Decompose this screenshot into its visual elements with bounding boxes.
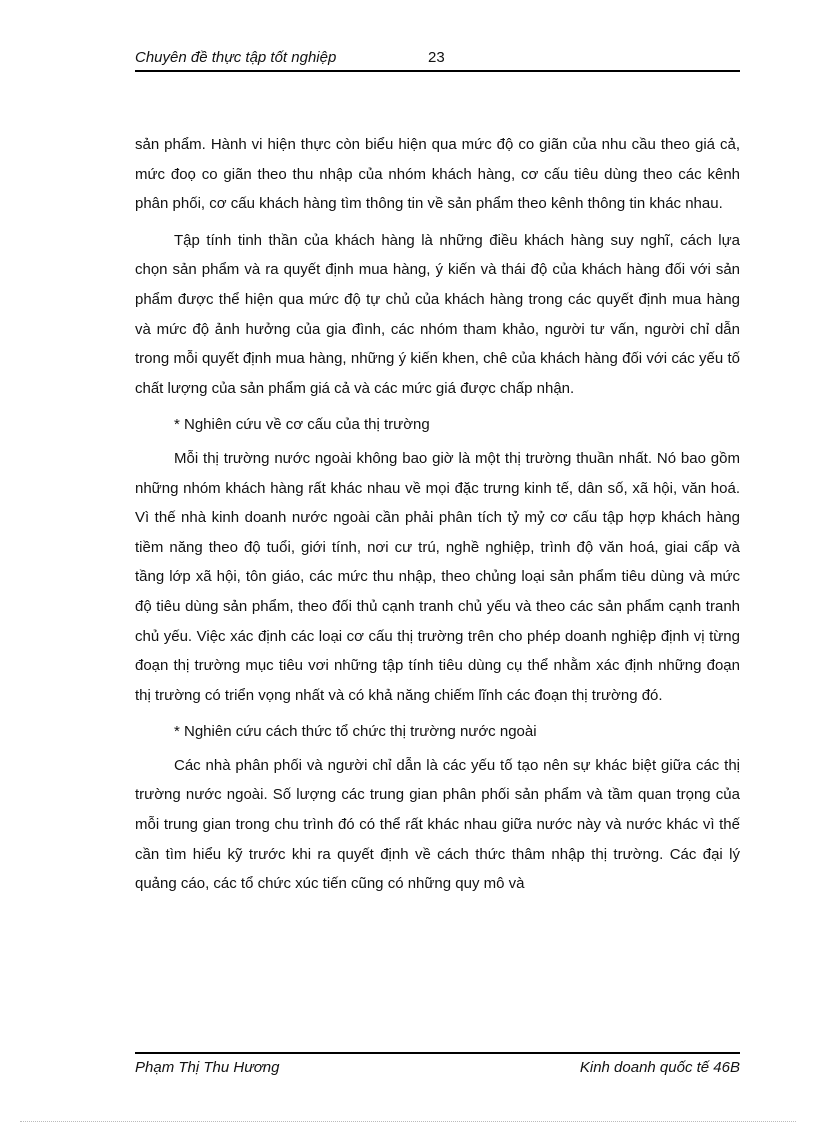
footer-class: Kinh doanh quốc tế 46B — [579, 1059, 740, 1076]
footer-author: Phạm Thị Thu Hương — [135, 1059, 280, 1076]
page-header — [135, 48, 740, 72]
page-bottom-edge — [20, 1121, 796, 1122]
paragraph-market-organization: Các nhà phân phối và người chỉ dẫn là các yếu tố tạo nên sự khác biệt giữa các thị trường nước ngoài. Số lượng các trung gian phân phối sản phẩm và tầm quan trọng của mỗi trung gian trong chu trình đó có thể rất khác nhau giữa nước này và nước khác vì thế cần tìm hiểu kỹ trước khi ra quyết định về cách thức thâm nhập thị trường. Các đại lý quảng cáo, các tổ chức xúc tiến cũng có những quy mô và — [135, 756, 740, 893]
page-number: 23 — [428, 49, 445, 66]
paragraph-continuation: sản phẩm. Hành vi hiện thực còn biểu hiện qua mức độ co giãn của nhu cầu theo giá cả, mức đoọ co giãn theo thu nhập của nhóm khách hàng, cơ cấu tiêu dùng theo các kênh phân phối, cơ cấu khách hàng tìm thông tin về sản phẩm theo kênh thông tin khác nhau. — [135, 136, 740, 213]
paragraph-mental-behavior: Tập tính tinh thần của khách hàng là những điều khách hàng suy nghĩ, cách lựa chọn sản phẩm và ra quyết định mua hàng, ý kiến và thái độ của khách hàng đối với sản phẩm được thể hiện qua mức độ tự chủ của khách hàng trong các quyết định mua hàng và mức độ ảnh hưởng của gia đình, các nhóm tham khảo, người tư vấn, người chỉ dẫn trong mỗi quyết định mua hàng, những ý kiến khen, chê của khách hàng đối với các yếu tố chất lượng của sản phẩm giá cả và các mức giá được chấp nhận. — [135, 231, 740, 397]
header-title: Chuyên đề thực tập tốt nghiệp — [135, 49, 337, 66]
section-heading-market-organization: * Nghiên cứu cách thức tổ chức thị trường nước ngoài — [174, 723, 537, 741]
page-body — [135, 130, 740, 906]
paragraph-market-structure: Mỗi thị trường nước ngoài không bao giờ là một thị trường thuần nhất. Nó bao gồm những nhóm khách hàng rất khác nhau về mọi đặc trưng kinh tế, dân số, xã hội, văn hoá. Vì thế nhà kinh doanh nước ngoài cần phải phân tích tỷ mỷ cơ cấu tập hợp khách hàng tiềm năng theo độ tuổi, giới tính, nơi cư trú, nghề nghiệp, trình độ văn hoá, giai cấp và tầng lớp xã hội, tôn giáo, các mức thu nhập, theo chủng loại sản phẩm tiêu dùng và mức độ tiêu dùng sản phẩm, theo đối thủ cạnh tranh chủ yếu và theo các sản phẩm cạnh tranh chủ yếu. Việc xác định các loại cơ cấu thị trường trên cho phép doanh nghiệp định vị từng đoạn thị trường mục tiêu vơi những tập tính tiêu dùng cụ thể nhằm xác định những đoạn thị trường có triển vọng nhất và có khả năng chiếm lĩnh các đoạn thị trường đó. — [135, 449, 740, 704]
page-footer — [135, 1052, 740, 1076]
section-heading-market-structure: * Nghiên cứu về cơ cấu của thị trường — [174, 416, 430, 434]
